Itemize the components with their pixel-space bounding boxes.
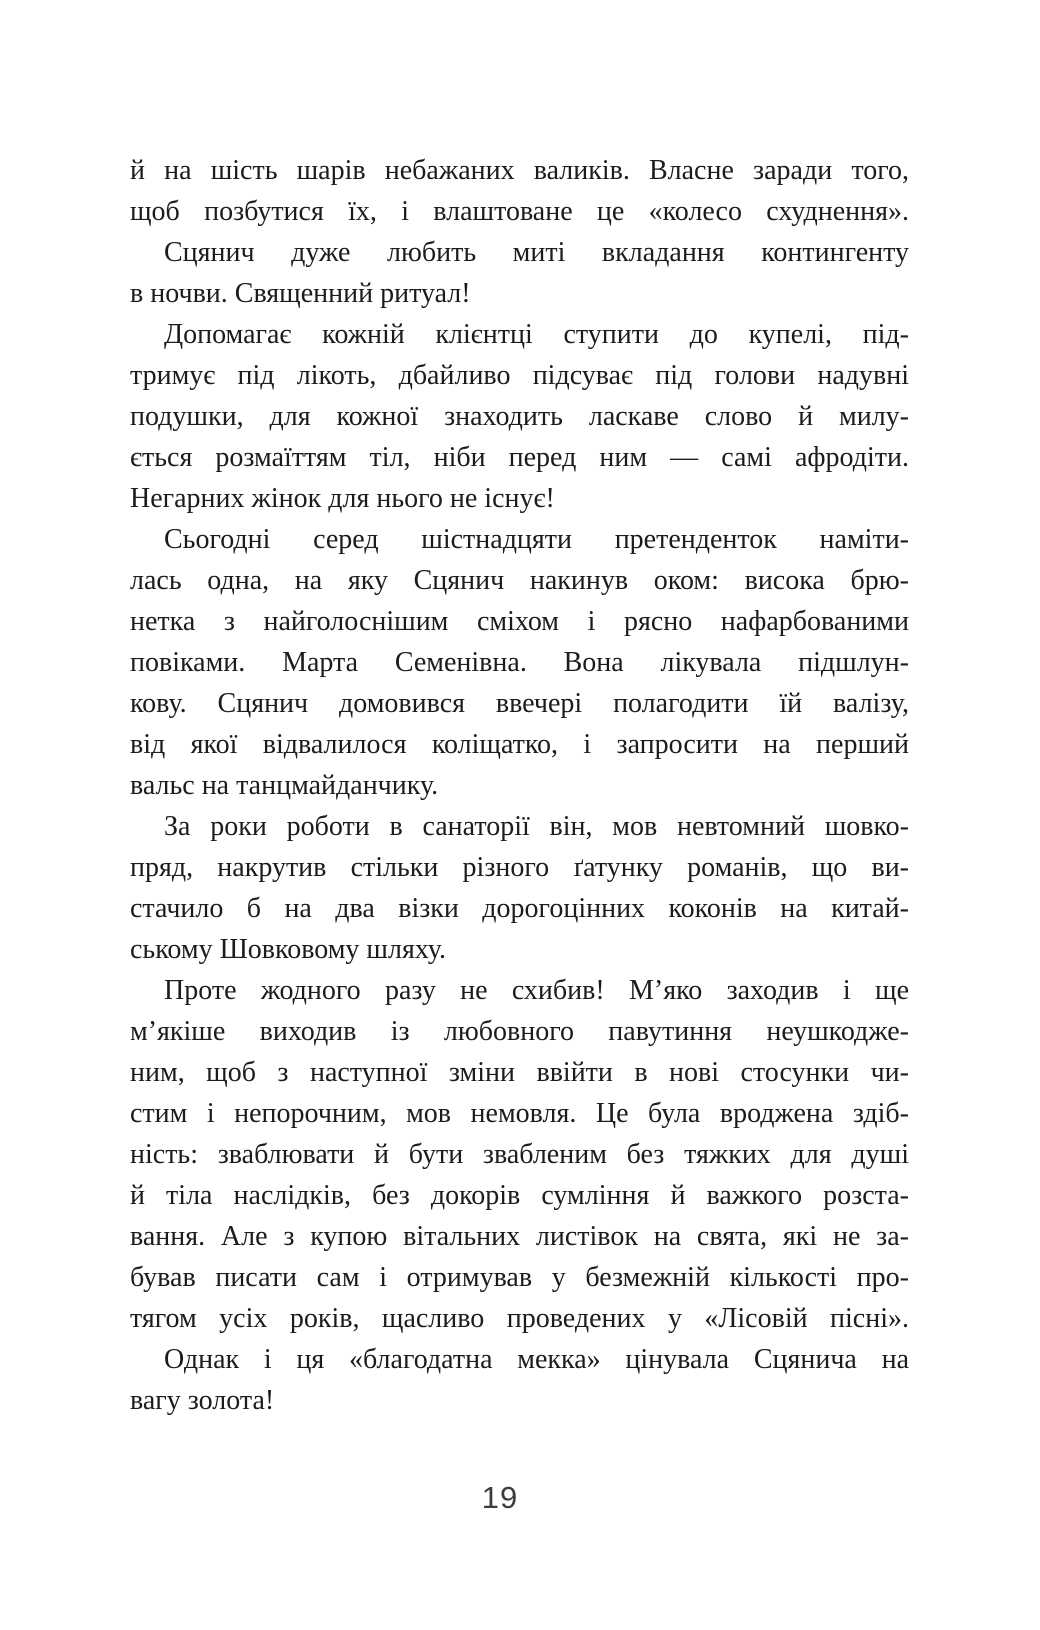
text-line: Сцянич дуже любить миті вкладання контингенту xyxy=(164,237,909,268)
text-line: Допомагає кожній клієнтці ступити до купелі, під- xyxy=(164,319,909,350)
text-line: повіками. Марта Семенівна. Вона лікувала підшлун- xyxy=(130,647,909,678)
text-line: пряд, накрутив стільки різного ґатунку романів, що ви- xyxy=(130,852,909,883)
text-line: За роки роботи в санаторії він, мов невтомний шовко- xyxy=(164,811,909,842)
text-line: й на шість шарів небажаних валиків. Власне заради того, xyxy=(130,155,909,186)
text-line: в ночви. Священний ритуал! xyxy=(130,278,471,309)
text-line: вальс на танцмайданчику. xyxy=(130,770,439,801)
text-line: нетка з найголоснішим сміхом і рясно нафарбованими xyxy=(130,606,909,637)
paragraph xyxy=(130,314,909,519)
text-line: вагу золота! xyxy=(130,1385,275,1416)
text-line: тягом усіх років, щасливо проведених у «Лісовій пісні». xyxy=(130,1303,909,1334)
text-line: від якої відвалилося коліщатко, і запросити на перший xyxy=(130,729,909,760)
text-line: подушки, для кожної знаходить ласкаве слово й милу- xyxy=(130,401,909,432)
text-line: ним, щоб з наступної зміни ввійти в нові стосунки чи- xyxy=(130,1057,909,1088)
paragraph xyxy=(130,970,909,1339)
text-line: вання. Але з купою вітальних листівок на свята, які не за- xyxy=(130,1221,909,1252)
paragraph xyxy=(130,232,909,314)
text-line: стим і непорочним, мов немовля. Це була вроджена здіб- xyxy=(130,1098,909,1129)
text-line: бував писати сам і отримував у безмежній кількості про- xyxy=(130,1262,909,1293)
text-line: щоб позбутися їх, і влаштоване це «колесо схуднення». xyxy=(130,196,909,227)
paragraph xyxy=(130,806,909,970)
text-line: лась одна, на яку Сцянич накинув оком: висока брю- xyxy=(130,565,909,596)
text-line: Негарних жінок для нього не існує! xyxy=(130,483,555,514)
paragraph xyxy=(130,1339,909,1421)
page-number: 19 xyxy=(481,1480,519,1515)
text-line: кову. Сцянич домовився ввечері полагодити їй валізу, xyxy=(130,688,909,719)
text-line: ність: зваблювати й бути звабленим без тяжких для душі xyxy=(130,1139,909,1170)
text-line: Проте жодного разу не схибив! М’яко заходив і ще xyxy=(164,975,909,1006)
text-line: й тіла наслідків, без докорів сумління й важкого розста- xyxy=(130,1180,909,1211)
paragraph xyxy=(130,150,909,232)
text-line: тримує під лікоть, дбайливо підсуває під голови надувні xyxy=(130,360,909,391)
text-line: м’якіше виходив із любовного павутиння неушкодже- xyxy=(130,1016,909,1047)
text-line: Однак і ця «благодатна мекка» цінувала Сцянича на xyxy=(164,1344,909,1375)
text-line: Сьогодні серед шістнадцяти претенденток наміти- xyxy=(164,524,909,555)
text-line: ється розмаїттям тіл, ніби перед ним — самі афродіти. xyxy=(130,442,909,473)
text-block xyxy=(130,150,909,1421)
text-line: ському Шовковому шляху. xyxy=(130,934,446,965)
text-line: стачило б на два візки дорогоцінних коконів на китай- xyxy=(130,893,909,924)
paragraph xyxy=(130,519,909,806)
